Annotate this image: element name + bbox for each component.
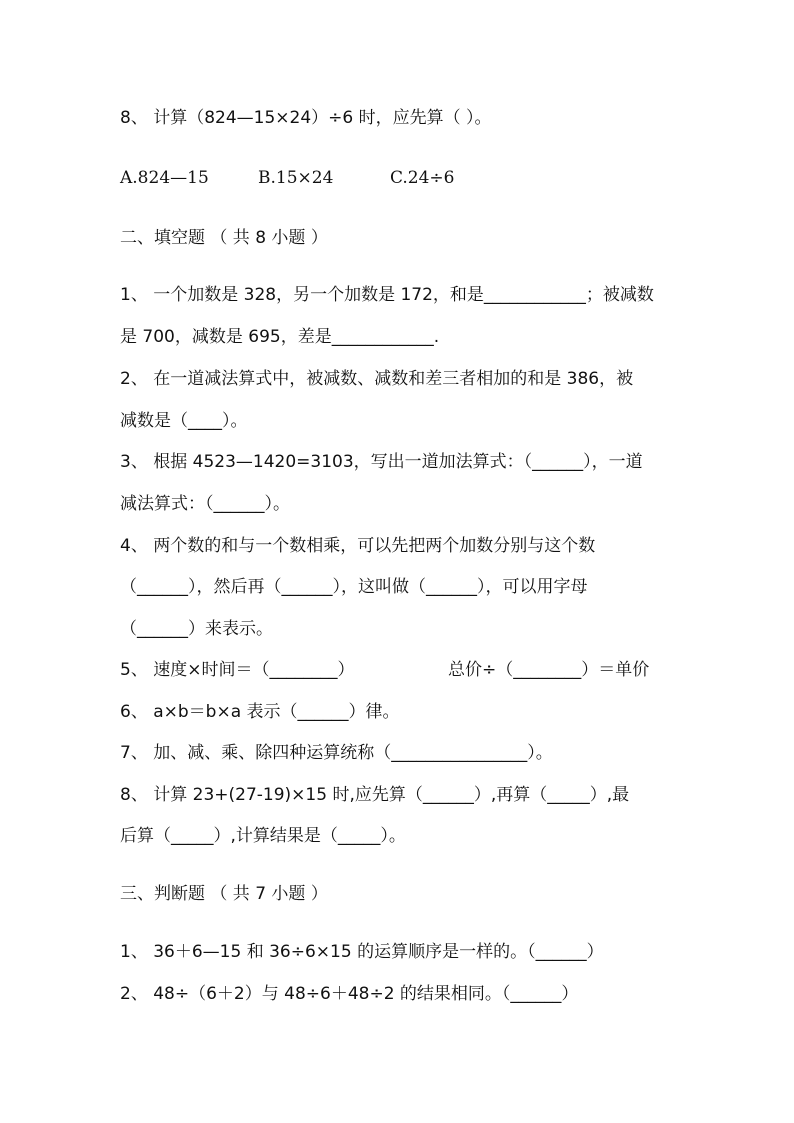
- fill-q8-line1: 8、 计算 23+(27-19)×15 时,应先算（______）,再算（_____）,最: [120, 785, 630, 805]
- fill-q6: 6、 a×b＝b×a 表示（______）律。: [120, 702, 400, 722]
- judge-q1: 1、 36＋6—15 和 36÷6×15 的运算顺序是一样的。（______）: [120, 942, 604, 962]
- fill-q1-line2: 是 700，减数是 695，差是____________.: [120, 327, 440, 347]
- fill-q4-line3: （______）来表示。: [120, 619, 273, 639]
- fill-q4-line1: 4、 两个数的和与一个数相乘，可以先把两个加数分别与这个数: [120, 536, 596, 556]
- section-heading-fill-in: 二、填空题 （ 共 8 小题 ）: [120, 228, 328, 248]
- option-c: C.24÷6: [390, 168, 455, 188]
- fill-q2-line2: 减数是（____）。: [120, 411, 248, 431]
- fill-q2-line1: 2、 在一道减法算式中，被减数、减数和差三者相加的和是 386，被: [120, 369, 634, 389]
- fill-q8-line2: 后算（_____）,计算结果是（_____）。: [120, 826, 406, 846]
- option-a: A.824—15: [120, 168, 209, 188]
- question-s1-8: 8、 计算（824—15×24）÷6 时，应先算（ ）。: [120, 108, 492, 128]
- section-heading-judgment: 三、判断题 （ 共 7 小题 ）: [120, 884, 328, 904]
- fill-q7: 7、 加、减、乘、除四种运算统称（________________）。: [120, 743, 553, 763]
- fill-q1-line1: 1、 一个加数是 328，另一个加数是 172，和是____________；被减数: [120, 285, 654, 305]
- fill-q3-line2: 减法算式：（______）。: [120, 494, 290, 514]
- fill-q5-right: 总价÷（________）＝单价: [448, 660, 650, 680]
- fill-q5-left: 5、 速度×时间＝（________）: [120, 660, 355, 680]
- fill-q3-line1: 3、 根据 4523—1420=3103，写出一道加法算式：（______），一道: [120, 452, 643, 472]
- option-b: B.15×24: [258, 168, 334, 188]
- judge-q2: 2、 48÷（6＋2）与 48÷6＋48÷2 的结果相同。（______）: [120, 984, 579, 1004]
- fill-q4-line2: （______），然后再（______），这叫做（______），可以用字母: [120, 577, 588, 597]
